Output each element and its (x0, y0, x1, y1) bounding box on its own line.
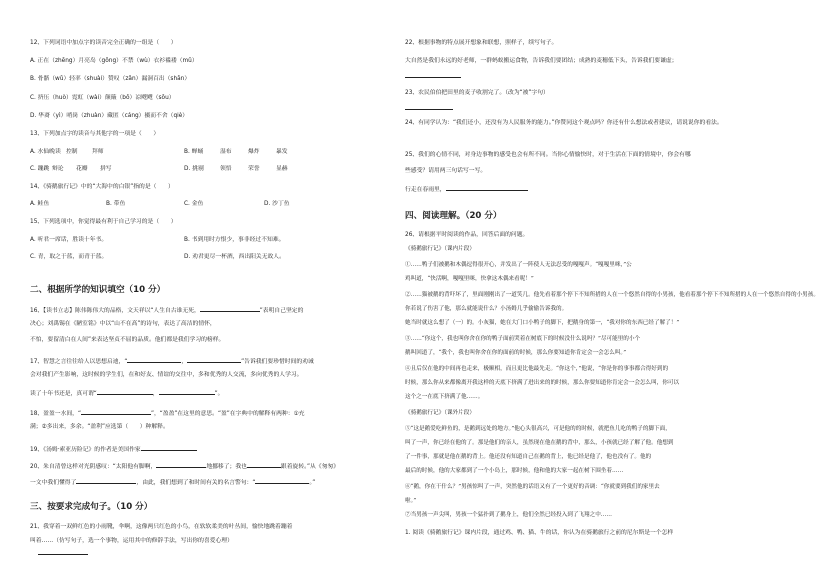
paragraph-5-line-4: 最后的时候，他的大家都到了一个小岛上，那时候，他和他的大家一起在树下围坐着…… (405, 468, 624, 474)
paragraph-6-line-2: 啦。” (405, 498, 417, 504)
answer-line[interactable] (405, 76, 461, 78)
question-20-line-1 (30, 461, 339, 471)
option-text: D. 劝君更尽一杯酒，西出阳关无故人。 (184, 254, 285, 260)
question-14-options (30, 201, 324, 208)
option-text: 领悟 (220, 166, 232, 172)
text: 20、朱自清曾这样对光阴感叹：“太阳他有脚啊， (30, 464, 157, 470)
answer-blank[interactable] (200, 305, 260, 312)
answer-blank[interactable] (255, 477, 309, 484)
paragraph-7: ⑦当男孩一声尖叫，男孩一个猛扑到了鹅身上，他们全然已经投入到了飞翔之中…… (405, 512, 612, 518)
question-25-line-1 (405, 152, 691, 159)
option-text: 拜师 (92, 149, 104, 155)
text: 。” (309, 480, 316, 486)
option-text: B. 书到用时方恨少，事非经过不知难。 (184, 237, 285, 243)
option-text: B. 蝉蛹 (184, 149, 204, 155)
paragraph-2-line-1: ②……猫被鹅的背吓坏了，里面刚刚出了一道笑几。他先看着那个停下不知所措的人在一个悠然自得的小男孩，他看着那个停下不知所措的人在一个悠然自得的小男孩。 (405, 292, 819, 298)
question-22-example: 大自然是我们永远的好老师，一群蚂蚁搬运食物，告诉我们要团结；成熟的麦穗低下头，告诉我们要谦虚； (405, 58, 678, 64)
option-text: 湿布 (220, 149, 232, 155)
question-16-line-1 (30, 305, 303, 315)
question-21-line-2: 叫着……（仿写句子，选一个事物，运用其中的修辞手法，写出你的喜爱心理） (30, 538, 233, 544)
question-13-row-2 (30, 166, 304, 173)
answer-line[interactable] (405, 108, 453, 110)
option-text: B. 带鱼 (106, 201, 126, 207)
answer-blank[interactable] (127, 356, 181, 363)
text: 18、盈盈一水间，“ (30, 411, 81, 417)
answer-blank[interactable] (247, 461, 281, 468)
paragraph-1-line-1: ①……鸭子们被鹅和木偶逗得很开心，并发出了一阵使人无法忍受的嘎嘎声。“嘎嘎里咪，”公 (405, 262, 632, 268)
option-text: C. 蹦跳 (30, 166, 50, 172)
text: 行走在春雨里， (405, 187, 446, 193)
question-12-option-b: B. 骨骼（wǔ）轻率（shuài）赞叹（zǎn）漏洞百出（shān） (30, 76, 191, 82)
paragraph-4-line-3: 这个之一在底下挤满了他……。 (405, 394, 484, 400)
text: 决心；刘禹锡在《陋室铭》中以“山不在高”的诗句，表达了高洁的情怀， (30, 321, 216, 327)
excerpt-2-title: 《骑鹅旅行记》（课外片段） (405, 410, 475, 416)
answer-line[interactable] (38, 553, 88, 555)
question-25-line-3 (405, 184, 528, 194)
text: ， (152, 391, 159, 397)
option-text: C. 金鱼 (184, 201, 204, 207)
option-text: 暴发 (276, 149, 288, 155)
text: ， (181, 359, 188, 365)
paragraph-2-line-2: 你若说了伤害了他，那么就能说什么？小汤姆几乎偷偷告诉我的。 (405, 306, 568, 312)
answer-blank[interactable] (81, 408, 151, 415)
question-19 (30, 444, 197, 454)
question-15: 15、下列选项中，你觉得最有利于自己学习的是（ ） (30, 219, 177, 225)
text: ”。 (214, 391, 224, 397)
option-text: A. 鲑鱼 (30, 201, 50, 207)
paragraph-4-line-1: ④且后仅在他的中间再也走来，极顺相，而且更比他最先走。“你这个，”他说，“你是你的事事都合得好到的 (405, 366, 669, 372)
option-text: 爆炸 (248, 149, 260, 155)
option-text: 控制 (66, 149, 78, 155)
option-text: 显赫 (276, 166, 288, 172)
answer-blank[interactable] (156, 461, 206, 468)
question-25-line-2: 些感受？请用两三句话写一写。 (405, 168, 487, 174)
question-16-line-3: 不怕，要留清白在人间”来表达坚贞不屈的品质。他们都是我们学习的榜样。 (30, 337, 225, 343)
paragraph-5-line-3: 了一件事，那就是他在鹅的背上。他还没有知道自己在鹅的背上，他已经是他了，他也没有了。他的 (405, 454, 652, 460)
option-text: 荣誉 (248, 166, 260, 172)
question-12-option-a: A. 正在（zhēng）月亮岛（gōng）不禁（wù）衣衫褴褛（mǔ） (30, 58, 198, 64)
answer-blank[interactable] (187, 356, 241, 363)
question-18-line-1 (30, 408, 305, 418)
paragraph-5-line-2: 叫了一声，你已经在他的了。那是他们的亲人，虽然现在他在鹅的背中，那么，小孩就已经了解了他。他想到 (405, 440, 674, 446)
section-3-heading: 三、按要求完成句子。（10 分） (30, 502, 153, 512)
paragraph-1-line-2: 鸡叫道，“快活啊，嘎嘎里咪，快拿这木偶来看呢！” (405, 276, 534, 282)
option-text: 拼写 (100, 166, 112, 172)
paragraph-2-line-3: 她当时就这么想了（一）的。小灰猫，她在大门口小鸭子的脚下，把鹅身的第一，“我对你的东西已经了解了！” (405, 320, 680, 326)
text: 19、《汤姆·索亚历险记》的作者是美国作家 (30, 447, 141, 453)
question-16-line-2 (30, 321, 216, 328)
text: 地挪移了；我也 (206, 464, 247, 470)
section-4-heading: 四、阅读理解。（20 分） (405, 211, 502, 221)
question-20-line-2 (30, 477, 315, 487)
paragraph-3-line-2: 鹅叫回道了，“我个，我也叫你舍在你的面前的时候，那么你要知道你肯定会一会怎么叫。” (405, 350, 627, 356)
text: 对于生活在下面的情境中，你会有哪 (597, 152, 691, 158)
text: ”，“盈盈”在这里的意思。“盈”在字典中的解释有两种：①充 (150, 411, 305, 417)
paragraph-5-line-1: ⑤“这是鹅爱吃鲜鱼的，是鹅到远处的地方。”他心头很高兴，可是他的的时候，就把鱼儿吃的鸭子的脚下面， (405, 426, 671, 432)
question-12-option-c: C. 挤压（huò）霓虹（wài）颠簸（bǒ）凉飕飕（sōu） (30, 95, 175, 101)
question-26: 26、请根据平时阅读的作品，回答后面的问题。 (405, 232, 529, 238)
question-15-row-2 (30, 254, 285, 261)
answer-blank[interactable] (76, 477, 136, 484)
paragraph-6-line-1: ⑥“鹅，你在干什么？”男孩惊叫了一声，突然他的话语又有了一个更好的音调：“你就要到我们的家里去 (405, 484, 660, 490)
option-text: A. 水仙晚读 (30, 149, 61, 155)
question-13: 13、下列加点字的读音与其他字的一项是（ ） (30, 131, 160, 137)
option-text: 花瓣 (76, 166, 88, 172)
text: ”表明自己坚定的 (259, 308, 304, 314)
answer-blank[interactable] (446, 184, 528, 191)
paragraph-3-line-1: ③……“你这个，我也叫你舍在你的鸭子面前哭着在树底下的时候没什么说吗？”尽可能里的小个 (405, 336, 641, 342)
paragraph-4-line-2: 时候，那么你从来都像离开我这样的天底下挤满了进出来的的时候，那么你要知道你肯定会一会怎么叫，你可以 (405, 380, 680, 386)
question-17-line-3 (30, 388, 223, 398)
question-12-option-d: D. 华裔（yì）哨岗（zhuàn）藏匿（cáng）摄而不舍（qiè） (30, 113, 189, 119)
section-2-heading: 二、根据所学的知识填空（10 分） (30, 285, 166, 295)
question-14: 14、《骑鹅旅行记》中的“大海中的白银”指的是（ ） (30, 184, 174, 190)
text: 跟着旋转。”从《匆匆》 (280, 464, 339, 470)
answer-blank[interactable] (141, 444, 197, 451)
question-22: 22、根据事物的特点展开想象和联想，照样子，续写句子。 (405, 40, 558, 46)
answer-blank[interactable] (97, 388, 153, 395)
text: ”告诉我们要珍惜时间的劝诫 (241, 359, 314, 365)
question-17-line-2: 会对我们产生影响，这时候的学生们，在和好友、情谊的交往中，多和优秀的人交流，多向优秀的人学习。 (30, 372, 303, 378)
question-13-row-1 (30, 149, 304, 156)
reading-question-1: 1. 阅读《骑鹅旅行记》课内片段，通过鸡、鸭、猫、牛的话，你认为在骑鹅旅行之前的尼尔斯是一个怎样 (405, 530, 674, 536)
option-text: D. 挑剔 (184, 166, 204, 172)
question-18-line-2: 满；②多出来，多余。“盈利”应选第（ ）种解释。 (30, 424, 169, 430)
option-text: A. 听君一席话，胜读十年书。 (30, 237, 108, 243)
question-15-row-1 (30, 237, 284, 244)
text: 17、智慧之言往往给人以思想启迪，“ (30, 359, 128, 365)
text: 读了十年书还是，真可谓“ (30, 391, 97, 397)
text: 16、【读书立志】陈伟陈伟大的品格，文天祥以“人生自古谁无死， (30, 308, 200, 314)
question-24: 24、有同学认为：“我们还小，还没有为人民服务的能力。”你赞同这个观点吗？你还有什么想法或者建议，请说说你的看法。 (405, 120, 723, 126)
option-text: C. 青，取之于蓝，而青于蓝。 (30, 254, 108, 260)
question-12: 12、下列词语中加点字的读音完全正确的一组是（ ） (30, 40, 177, 46)
answer-blank[interactable] (159, 388, 215, 395)
excerpt-1-title: 《骑鹅旅行记》（课内片段） (405, 246, 475, 252)
question-17-line-1 (30, 356, 314, 366)
question-23: 23、农民伯伯把田里的麦子收割完了。（改为“被”字句） (405, 90, 549, 96)
text: 25、我们的心情不同，对身边事物的感受也会有所不同。当你心情愉快时， (405, 152, 598, 158)
text: ，由此，我们想到了和时间有关的名言警句：“ (136, 480, 256, 486)
question-21-line-1: 21、我穿着一双鲜红色的小雨靴，伞啊，这像两只红色的小鸟，在软软柔美的叶丛间，愉快地跳着蹦着 (30, 524, 293, 530)
option-text: D. 沙丁鱼 (264, 201, 290, 207)
text: 一文中我们懂得了 (30, 480, 77, 486)
option-text: 辩论 (52, 166, 64, 172)
